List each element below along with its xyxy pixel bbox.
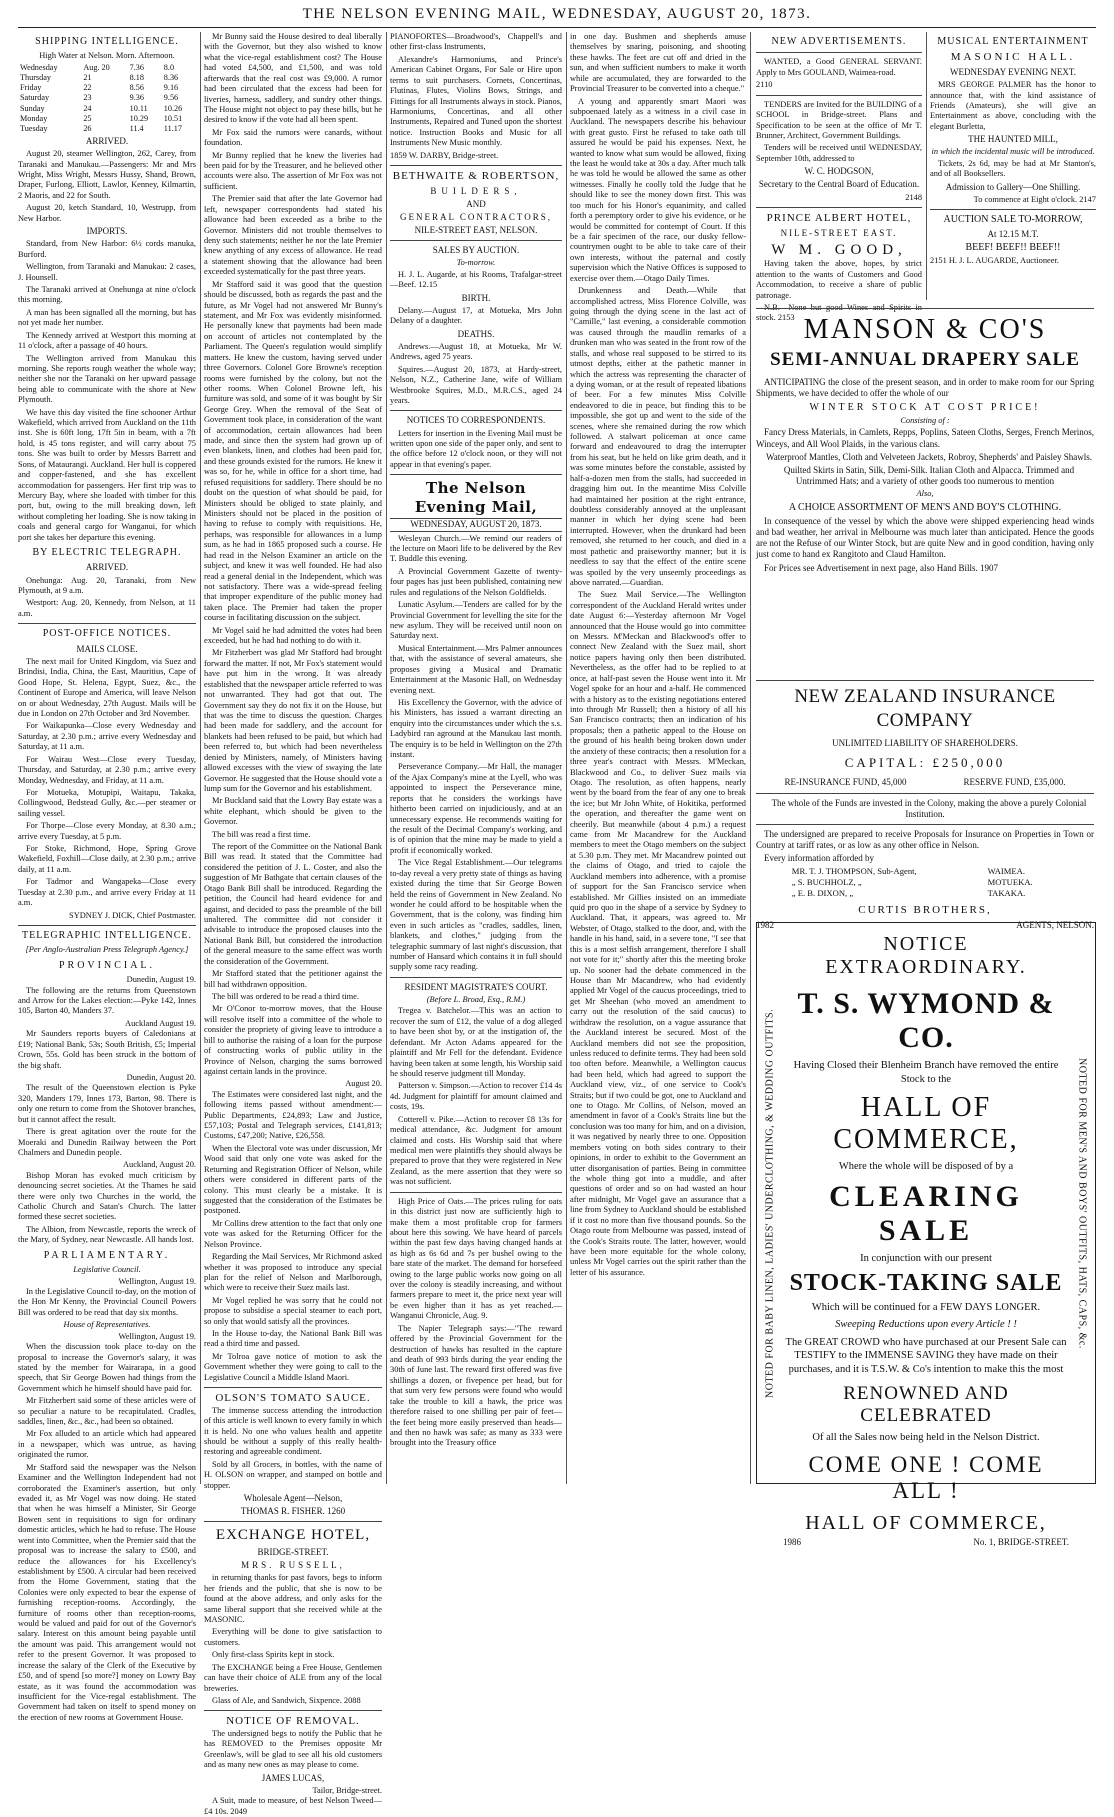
table-row: Saturday 23 9.36 9.56 bbox=[20, 93, 179, 103]
divider bbox=[756, 52, 922, 53]
tenders-name: W. C. HODGSON, bbox=[804, 166, 874, 177]
removal-trade: Tailor, Bridge-street. bbox=[312, 1785, 382, 1795]
olson-agent: Wholesale Agent—Nelson, bbox=[243, 1493, 343, 1504]
tenders-num: 2148 bbox=[905, 192, 922, 202]
wymond-ad bbox=[756, 919, 1096, 1548]
imports-text-2: Wellington, from Taranaki and Manukau: 2 cases, J. Hounsell. bbox=[18, 262, 196, 282]
shipping-title: SHIPPING INTELLIGENCE. bbox=[35, 36, 179, 47]
wymond-district: Of all the Sales now being held in the Nelson District. bbox=[812, 1431, 1040, 1443]
provincial-title: PROVINCIAL. bbox=[58, 959, 156, 971]
nz-insurance-title: NEW ZEALAND INSURANCE COMPANY bbox=[794, 686, 1056, 731]
parliament-text-1: In the Legislative Council to-day, on the motion of the Hon Mr Kenny, the Provincial Council Powers Bill was ordered to be read that day six months. bbox=[18, 1286, 196, 1317]
telegraph-title: BY ELECTRIC TELEGRAPH. bbox=[32, 547, 182, 559]
masonic-hall: MASONIC HALL. bbox=[950, 51, 1076, 64]
piano-ad-title: PIANOFORTES—Broadwood's, Chappell's and other first-class Instruments, bbox=[390, 32, 562, 52]
shipping-news-5: We have this day visited the fine schooner Arthur Wakefield, which arrived from Auckland on the 11th inst. She is 60ft long, 17ft 5in in beam, with a 7ft hold, is 45 tons register, and will carry about 75 tons. She was built to order by Messrs Barrett and Sons, of Mataurangi. Auckland. Her hull is coppered and copper-fastened, and she has excellent accommodation for passengers. Her first trip was to Mercury Bay, where she loaded with timber for this port, but, owing to the mill breaking down, left without completing her loading. She is now taking in coals and general cargo for Wanganui, for which port she takes her departure this evening. bbox=[18, 407, 196, 542]
shipping-news-1: The Taranaki arrived at Onehunga at nine o'clock this morning. bbox=[18, 284, 196, 305]
musical-title: MUSICAL ENTERTAINMENT bbox=[937, 36, 1089, 47]
table-row: Friday 22 8.56 9.16 bbox=[20, 83, 179, 93]
parliament-text-2: When the discussion took place to-day on the proposal to increase the Governor's salary, it was stated by the member for Wairarapa, in a good speech, that Sir George Bowen had things from the Government which he himself should have paid for. bbox=[18, 1342, 196, 1393]
provincial-text-6: The Albion, from Newcastle, reports the wreck of the Mary, of Sydney, near Newcastle. All hands lost. bbox=[18, 1224, 196, 1245]
dateline: Wellington, August 19. bbox=[118, 1276, 196, 1286]
nz-insurance-proposals: The undersigned are prepared to receive Proposals for Insurance on Properties in Town or Country at tariff rates, or as low as any other office in Nelson. bbox=[756, 828, 1094, 850]
masthead-rule bbox=[18, 27, 1096, 28]
manson-title: MANSON & CO'S bbox=[803, 314, 1047, 345]
musical-text: MRS GEORGE PALMER has the honor to announce that, with the kind assistance of Friends (Amateurs), she will give an Entertainment as above, concluding with the elegant Burletta, bbox=[930, 80, 1096, 131]
column-rule bbox=[566, 32, 567, 1484]
press-agency: [Per Anglo-Australian Press Telegraph Agency.] bbox=[25, 945, 189, 955]
olson-ad-text: The immense success attending the introduction of this article is well known to every family in which it is held. No one who values health and appetite should be without a supply of this really health-restoring and agreeable condiment. bbox=[204, 1405, 382, 1457]
bethwaite-and: AND bbox=[466, 198, 486, 209]
editorial-paragraph: Musical Entertainment.—Mrs Palmer announces that, with the assistance of several amateurs, she proposes giving a Musical and Dramatic Entertainment at the Masonic Hall, on Wednesday evening next. bbox=[390, 643, 562, 695]
divider bbox=[756, 207, 922, 208]
imports-label: IMPORTS. bbox=[86, 226, 128, 237]
tenders-secretary: Secretary to the Central Board of Education. bbox=[758, 179, 920, 190]
nz-insurance-capital: CAPITAL: £250,000 bbox=[844, 755, 1006, 771]
olson-ad-text-2: Sold by all Grocers, in bottles, with the name of H. OLSON on wrapper, and stamped on bottle and stopper. bbox=[204, 1459, 382, 1490]
tenders-ad-2: Tenders will be received until WEDNESDAY, September 10th, addressed to bbox=[756, 143, 922, 163]
wanted-ad: WANTED, a Good GENERAL SERVANT. Apply to Mrs GOULAND, Waimea-road. bbox=[756, 57, 922, 77]
divider bbox=[204, 1710, 382, 1711]
article-paragraph: The report of the Committee on the National Bank Bill was read. It stated that the Committee had considered the petition of J. L. Coster, and also the suggestion of Mr Bathgate that certain clauses of the Otago Bank Bill shall be introduced. Regarding the petition, the Council had heard evidence for and against, and decided to pass the preamble of the bill unaltered. The committee did not consider it advisable to introduce the proposed clauses into the National Bank Bill, but considered the introduction of the general measure to the same effect was worth the consideration of the Government. bbox=[204, 842, 382, 966]
wymond-having: Having Closed their Blenheim Branch have removed the entire Stock to the bbox=[793, 1060, 1059, 1085]
court-case: Tregea v. Batchelor.—This was an action to recover the sum of £12, the value of a dog alleged to have been shot by, or at the instigation of, the defendant. Mr Acton Adams appeared for the plaintiff and Mr Fell for the defendant. Evidence having been taken at some length, his Worship said he should reserve judgment till Monday. bbox=[390, 1006, 562, 1079]
article-paragraph: The bill was read a first time. bbox=[212, 829, 311, 839]
mails-close: MAILS CLOSE. bbox=[76, 643, 138, 654]
ad-number: 1982 bbox=[756, 919, 774, 930]
legislative-council: Legislative Council. bbox=[73, 1265, 141, 1275]
divider bbox=[390, 165, 562, 166]
dateline: Dunedin, August 19. bbox=[126, 975, 196, 985]
exchange-glass: Glass of Ale, and Sandwich, Sixpence. 2088 bbox=[212, 1696, 361, 1706]
article-paragraph: When the Electoral vote was under discussion, Mr Wood said that only one vote was asked for the Returning and Registration Officer of Nelson, while others were considered in different parts of the colony. This must clearly be a mistake. It is suggested that the consideration of the Estimates be postponed. bbox=[204, 1143, 382, 1216]
wymond-where: Where the whole will be disposed of by a bbox=[838, 1161, 1014, 1173]
telegraphic-intelligence-title: TELEGRAPHIC INTELLIGENCE. bbox=[22, 930, 192, 941]
tickets-text: Tickets, 2s 6d, may be had at Mr Stanton's, and of all Booksellers. bbox=[930, 158, 1096, 179]
arrived-text: August 20, steamer Wellington, 262, Carey, from Taranaki and Manukau.—Passengers: Mr and Mrs Wright, Miss Wright, Messrs Hussy, Shand, Brown, Draper, Furlong, Elliott, Lawlor, Kenney, Kilmartin, 2 Maoris, and 22 for South. bbox=[18, 149, 196, 200]
piano-ad-text: Alexandre's Harmoniums, and Prince's American Cabinet Organs, For Sale or Hire upon terms to suit purchasers. Cornets, Concertinas, Flutinas, Flutes, Violins Bows, Strings, and Fittings for all Instruments always in stock. Pianos, Harmoniums, Concertinas, and all other Instruments, Repaired and Tuned upon the shortest notice. Instruction Books and Music for all Instruments New Music monthly. bbox=[390, 54, 562, 148]
editorial-paragraph: The Vice Regal Establishment.—Our telegrams to-day reveal a very pretty state of things as having existed during the time that Sir George Bowen held the reins of Government in New Zealand. No wonder he could afford to be hospitable when the Government, that is the colony, was finding him even in such articles as "cradles, saddles, linen, blankets, and clothes," judging from the telegraphic summary of last night's discussion, that number of Hansard which contains it in full should supply some racy reading. bbox=[390, 858, 562, 972]
divider bbox=[756, 95, 922, 96]
wymond-conjunction: In conjunction with our present bbox=[860, 1252, 992, 1264]
shipping-news-2: A man has been signalled all the morning, but has not yet made her number. bbox=[18, 307, 196, 328]
divider bbox=[756, 824, 1094, 825]
column-rule bbox=[386, 32, 387, 1484]
article-paragraph: Mr Vogel replied he was sorry that he could not propose to subsidise a special steamer to each port, so only that would satisfy all the provinces. bbox=[204, 1295, 382, 1326]
tide-header: High Water at Nelson. Morn. Afternoon. bbox=[39, 51, 175, 61]
reserve-fund: RESERVE FUND, £35,000. bbox=[963, 777, 1066, 788]
gallery-text: Admission to Gallery—One Shilling. bbox=[945, 181, 1081, 192]
divider bbox=[930, 209, 1096, 210]
column-6 bbox=[930, 32, 1096, 300]
article-paragraph: Drunkenness and Death.—While that accomplished actress, Miss Florence Colville, was going through the dying scene in the last act of "Camille," last evening, a considerable commotion was caused through the maudlin remarks of a drunken man who was seated in the front row of the stalls, and whose real supposed to be stirred to its utmost depths, either at the pathetic manner in which the actress was representing the character of a dying woman, or at the result of repeated libations of beer. For a few minutes Miss Colville endeavored to die in peace, but finding this to be impossible, she got up and went to the side of the scenes, where she remained during the row which followed. A stalwart policeman at once came forward and endeavoured to drag the interrupter from his seat, but he held on like grim death, and it was some minutes before the constable, assisted by half-a-dozen men from the stalls, had succeeded in dragging him out. In the meantime Miss Colville had maintained her position at the right entrance, doubtless considerably annoyed at the unpleasant manner in which her dying scene had been interrupted. However, when the drunkard had been removed, she returned to her couch, and died in a most pathetic and praiseworthy manner; but it is needless to say that the effect of the entire scene was spoiled by the very unseemly proceedings as above narrated.—Guardian. bbox=[570, 286, 746, 587]
column-2 bbox=[204, 32, 382, 1816]
good-title: W M. GOOD, bbox=[771, 241, 907, 258]
table-row: Thursday 21 8.18 8.36 bbox=[20, 72, 179, 82]
post-line: For Wairau West—Close every Tuesday, Thursday, and Saturday, at 2.30 p.m.; arrive every Monday, Wednesday, and Friday, at 11 a.m. bbox=[18, 754, 196, 785]
article-paragraph: The Premier said that after the late Governor had left, newspaper correspondents had stated his allowance had been exceeded as a bribe to the Governor. Ministers did not trouble themselves to deny such statements; neither he nor the late Premier knew anything of any excess of allowance. He read a statement showing that the allowance had been exceeded systematically for the past three years. bbox=[204, 194, 382, 277]
manson-text: In consequence of the vessel by which the above were shipped experiencing head winds and bad weather, her arrival in Melbourne was much later than anticipated. Hence the goods are not the Refuse of our Winter Stock, but are quite New and in good condition, having only just come to hand ex Rangitoto and Claud Hamilton. bbox=[756, 515, 1094, 560]
musical-when: WEDNESDAY EVENING NEXT. bbox=[950, 67, 1076, 78]
shipping-news-4: The Wellington arrived from Manukau this morning. She reports rough weather the whole way; neither she nor the Taranaki on her upward passage being able to communicate with the shore at New Plymouth. bbox=[18, 353, 196, 405]
provincial-text-3: The result of the Queenstown election is Pyke 320, Manders 179, Innes 173, Barton, 98. There is only one return to come from the Shotover branches, but it cannot affect the result. bbox=[18, 1083, 196, 1124]
manson-text: Waterproof Mantles, Cloth and Velveteen Jackets, Robroy, Shepherds' and Paisley Shawls. bbox=[765, 451, 1093, 462]
manson-text: Fancy Dress Materials, in Camlets, Repps, Poplins, Sateen Cloths, Serges, French Merinos, Winceys, and All Wool Plaids, in the various clans. bbox=[756, 427, 1094, 449]
nz-insurance-funds-row bbox=[756, 777, 1094, 788]
provincial-text-5: Bishop Moran has evoked much criticism by denouncing secret societies. At the Thames he said there were only two Churches in the world, the Catholic Church and Satan's Church. The latter formed these secret societies. bbox=[18, 1170, 196, 1222]
court-title: RESIDENT MAGISTRATE'S COURT. bbox=[404, 981, 548, 992]
birth-title: BIRTH. bbox=[461, 292, 491, 303]
manson-prices: For Prices see Advertisement in next page, also Hand Bills. 1907 bbox=[764, 562, 998, 573]
editorial-paragraph: Wesleyan Church.—We remind our readers of the lecture on Maori life to be delivered by the Rev T. Buddle this evening. bbox=[390, 533, 562, 564]
auction-sig: 2151 H. J. L. AUGARDE, Auctioneer. bbox=[930, 256, 1059, 266]
wymond-content bbox=[783, 923, 1069, 1548]
clearing-sale: CLEARING SALE bbox=[829, 1179, 1023, 1247]
divider bbox=[390, 410, 562, 411]
divider bbox=[390, 977, 562, 978]
shipping-news-3: The Kennedy arrived at Westport this morning at 11 o'clock, after a passage of 40 hours. bbox=[18, 330, 196, 351]
tide-table bbox=[18, 63, 196, 134]
article-paragraph: Mr Stafford stated that the petitioner against the bill had withdrawn opposition. bbox=[204, 969, 382, 989]
article-paragraph: Mr Stafford said it was good that the question should be discussed, both as regards the past and the future, as Mr Vogel had not answered Mr Bunny's statement, and Mr Fox was evidently misinformed. He personally knew that payments had been made on account of articles not contemplated by the Parliament. The Queen's regulation would simplify matters. He knew the custom, having served under three Governors. Colonel Gore Browne's reception rooms were furnished by the colony, but not the other rooms. When Colonel Browne left, his furniture was sold, and some of it was bought by Sir George Grey. When the removal of the Seat of Government took place, in consideration of the want of accommodation, certain allowances had been made, and since then the system had grown up of even blankets, linen, and clothes had been paid for, and these grounds existed for the rumors. He knew it was so, for he, while in office for a short time, had refused requisitions for saddlery. There should be no doubt on the question of what should be paid, for Ministers should be obliged to state plainly, and Ministers should not be placed in the position of having to refuse to comply with requisitions. He, perhaps, was responsible for allowances in a lump sum, as he had in 1865 proposed such a course. He had read in the Nelson Examiner an article on the subject, and knew it was well founded. He had also read a general denial in the Independent, which was not satisfactory. There was a wide-spread feeling that improper expenditure of the public money had taken place. The Premier had taken the proper course in facilitating discussion on the subject. bbox=[204, 279, 382, 623]
post-text: The next mail for United Kingdom, via Suez and Brindisi, India, China, the East, Mauritius, Cape of Good Hope, St. Helena, Egypt, Suez, &c., the Continent of Europe and America, will leave Nelson on or about Wednesday, 27th August. Mails will be due in London on 27th October and 3rd November. bbox=[18, 656, 196, 718]
article-paragraph: Mr Tolroa gave notice of motion to ask the Government whether they were going to call to the Legislative Council a Middle Island Maori. bbox=[204, 1351, 382, 1382]
stock-taking-sale: STOCK-TAKING SALE bbox=[789, 1269, 1063, 1296]
good-nb: N.B.—None but good Wines and Spirits in stock. 2153 bbox=[756, 302, 922, 323]
side-text-left: NOTED FOR BABY LINEN, LADIES' UNDERCLOTHING, & WEDDING OUTFITS. bbox=[764, 1008, 776, 1398]
wymond-footer bbox=[783, 1537, 1069, 1547]
bethwaite-title: BETHWAITE & ROBERTSON, bbox=[392, 170, 560, 183]
haunted-mill-text: in which the incidental music will be introduced. bbox=[931, 147, 1095, 157]
telegraph-text-2: Westport: Aug. 20, Kennedy, from Nelson, at 11 a.m. bbox=[18, 598, 196, 618]
article-paragraph: In the House to-day, the National Bank Bill was read a third time and passed. bbox=[204, 1329, 382, 1349]
divider bbox=[390, 1192, 562, 1193]
sales-title: SALES BY AUCTION. bbox=[432, 245, 520, 256]
manson-clothing: A CHOICE ASSORTMENT OF MEN'S AND BOY'S CLOTHING. bbox=[788, 501, 1062, 513]
manson-subtitle: SEMI-ANNUAL DRAPERY SALE bbox=[770, 348, 1080, 370]
birth-text: Delany.—August 17, at Motueka, Mrs John Delany of a daughter. bbox=[390, 305, 562, 326]
removal-suit: A Suit, made to measure, of best Nelson Tweed—£4 10s. 2049 bbox=[204, 1796, 382, 1816]
article-paragraph: The Estimates were considered last night, and the following items passed without amendment:—Public Departments, £24,893; Law and Justice, £57,103; Postal and Telegraph services, £141,813; Customs, £47,200; Native, £26,558. bbox=[204, 1089, 382, 1141]
commence-text: To commence at Eight o'clock. 2147 bbox=[973, 194, 1096, 204]
column-5 bbox=[756, 32, 922, 323]
auction-beef: BEEF! BEEF!! BEEF!! bbox=[965, 241, 1061, 253]
post-office-title: POST-OFFICE NOTICES. bbox=[42, 628, 172, 640]
exchange-text-2: Everything will be done to give satisfaction to customers. bbox=[204, 1627, 382, 1647]
wymond-sweeping: Sweeping Reductions upon every Article ! ! bbox=[835, 1319, 1017, 1331]
manson-consisting: Consisting of : bbox=[900, 415, 950, 425]
nz-insurance-funds: The whole of the Funds are invested in the Colony, making the above a purely Colonial Institution. bbox=[771, 797, 1087, 819]
olson-ad-title: OLSON'S TOMATO SAUCE. bbox=[215, 1392, 371, 1405]
olson-fisher: THOMAS R. FISHER. 1260 bbox=[240, 1506, 346, 1517]
house-of-representatives: House of Representatives. bbox=[63, 1320, 151, 1330]
court-before: (Before L. Broad, Esq., R.M.) bbox=[426, 995, 526, 1005]
dateline: August 20. bbox=[345, 1079, 382, 1089]
parliament-title: PARLIAMENTARY. bbox=[43, 1249, 171, 1261]
article-paragraph: Mr Buckland said that the Lowry Bay estate was a white elephant, which should be given to the Governor. bbox=[204, 796, 382, 827]
wymond-continued: Which will be continued for a FEW DAYS LONGER. bbox=[811, 1301, 1041, 1313]
post-line: For Motueka, Motupipi, Waitapu, Takaka, Collingwood, Bedstead Gully, &c.—per steamer or sailing vessel. bbox=[18, 787, 196, 818]
table-row: „ S. BUCHHOLZ, „ MOTUEKA. bbox=[791, 876, 1033, 887]
arrived-text-2: August 20, ketch Standard, 10, Westrupp, from New Harbor. bbox=[18, 203, 196, 223]
editorial-paragraph: Perseverance Company.—Mr Hall, the manager of the Ajax Company's mine at the Lyell, who was appointed to inspect the Perseverance mine, reports that he considers the workings have hitherto been carried on injudiciously, and at an unnecessary expense. He recommends waiting for the result of the Decimal Company's working, and is of opinion that the mine may be made to yield a profit if economically worked. bbox=[390, 762, 562, 855]
oats-paragraph: High Price of Oats.—The prices ruling for oats in this district just now are sufficiently high to make them a most profitable crop for farmers about here this sowing. We have heard of parcels within the past few days having changed hands at as high as 6s 6d and 7s per bushel owing to the bare state of the market. The demand for horsefeed owing to the large public works now going on all over the colony is steadily increasing, and without farmers prepare to meet it, the price next year will be even higher than it has as yet reached.—Wanganui Chronicle, Aug. 9. bbox=[390, 1196, 562, 1321]
ad-number: 1986 bbox=[783, 1537, 801, 1548]
column-rule bbox=[750, 32, 751, 1484]
wymond-address: No. 1, BRIDGE-STREET. bbox=[973, 1537, 1069, 1548]
hall-of-commerce-2: HALL OF COMMERCE, bbox=[805, 1512, 1047, 1535]
telegraph-arrived: ARRIVED. bbox=[85, 562, 129, 573]
parliament-text-4: Mr Fox alluded to an article which had appeared in a newspaper, which was untrue, as having originated the rumor. bbox=[18, 1429, 196, 1460]
curtis-brothers: CURTIS BROTHERS, bbox=[858, 904, 992, 917]
table-row: Monday 25 10.29 10.51 bbox=[20, 113, 183, 123]
column-rule bbox=[200, 32, 201, 1484]
article-paragraph: Mr Fox said the rumors were canards, without foundation. bbox=[204, 127, 382, 148]
post-line: For Waikapunka—Close every Wednesday and Saturday, at 2.30 p.m.; arrive every Wednesday and Saturday, at 11 a.m. bbox=[18, 721, 196, 752]
divider bbox=[204, 1521, 382, 1522]
imports-text: Standard, from New Harbor: 6½ cords manuka, Burford. bbox=[18, 239, 196, 259]
article-paragraph: Mr Bunny replied that he knew the liveries had been paid for by the Treasurer, and he believed other accounts were also. The assertion of Mr Fox was not sufficient. bbox=[204, 150, 382, 191]
prince-albert-title: PRINCE ALBERT HOTEL, bbox=[766, 211, 912, 224]
dateline: Wellington, August 19. bbox=[118, 1331, 196, 1341]
provincial-text-1: The following are the returns from Queenstown and Arrow for the Lakes election:—Pyke 142, Innes 105, Barton 40, Manders 37. bbox=[18, 985, 196, 1016]
come-one-come-all: COME ONE ! COME ALL ! bbox=[808, 1452, 1044, 1504]
masthead: THE NELSON EVENING MAIL, WEDNESDAY, AUGUST 20, 1873. bbox=[302, 6, 812, 22]
tenders-ad: TENDERS are Invited for the BUILDING of a SCHOOL in Bridge-street. Plans and Specification to be seen at the office of Mr T. Brunner, Architect, Government Buildings. bbox=[756, 99, 922, 140]
renowned-celebrated: RENOWNED AND CELEBRATED bbox=[843, 1382, 1009, 1426]
divider bbox=[756, 793, 1094, 794]
telegraph-text: Onehunga: Aug. 20, Taranaki, from New Plymouth, at 9 a.m. bbox=[18, 575, 196, 596]
provincial-text-4: There is great agitation over the route for the Moeraki and Dunedin Railway between the Port Chalmers and Dunedin people. bbox=[18, 1127, 196, 1157]
exchange-mrs: MRS. RUSSELL, bbox=[241, 1560, 345, 1571]
divider bbox=[390, 240, 562, 241]
parliament-text-5: Mr Stafford said the newspaper was the Nelson Examiner and the Wellington Independent had not corroborated the Examiner's assertion, but only evaded it, as Mr Vogel was now doing. He stated that when he was himself a Minister, Sir George Bowen sent in requisitions to sign for ordinary domestic articles, which he had to refuse. The House went into Committee, when the Premier said that the proposal was to increase the salary to £500, and reduce the allowances for his Excellency's establishment by £500. A circular had been received from the Home Government, stating that the Colonies were only expected to bear the expense of furnishing reception-rooms. Accordingly, the furniture of rooms other than reception-rooms, would be valued and paid for out of the Governor's salary. Interest on this amount being payable until the amount was paid. This arrangement would not refer to the present Governor. It was proposed to increase the salary of the Clerk of the Executive by £50, and of spend [so more?] money on Lowry Bay estate, as it was found the accommodation was insufficient for the Vice-regal establishment. The Government had taken on itself to spend money on the erection of new rooms at Government House. bbox=[18, 1462, 196, 1722]
nz-insurance-ad bbox=[756, 676, 1094, 930]
table-row: Sunday 24 10.11 10.26 bbox=[20, 103, 183, 113]
article-paragraph: Mr Fitzherbert was glad Mr Stafford had brought forward the matter. If not, Mr Fox's statement would have put him in the wrong. It was already established that the newspaper article referred to was not unwarranted. They had got that out. The Government say they do not fix it on the House, but that was the time to discuss the question. Charges had been made for saddlery, and the account for blankets had been refused to be paid, but which had been referred to, but which had been nevertheless denied by Ministers, namely, of Ministers having allowed excesses with the view of swaying the late Governor. He suggested that the House should vote a lump sum for the Governor and his establishment. bbox=[204, 648, 382, 793]
article-paragraph: Mr Collins drew attention to the fact that only one vote was asked for the Returning Officer for the Nelson Province. bbox=[204, 1218, 382, 1249]
reinsurance-fund: RE-INSURANCE FUND, 45,000 bbox=[784, 777, 907, 788]
divider bbox=[18, 623, 196, 624]
manson-text: Quilted Skirts in Satin, Silk, Demi-Silk. Italian Cloth and Alpacca. Trimmed and Untrimmed Hats; and a variety of other goods too numerous to mention bbox=[783, 464, 1075, 487]
sales-text: H. J. L. Augarde, at his Rooms, Trafalgar-street—Beef. 12.15 bbox=[390, 269, 562, 290]
dateline: Dunedin, August 20. bbox=[126, 1073, 196, 1082]
editorial-paragraph: A Provincial Government Gazette of twenty-four pages has just been published, containing new rules and regulations of the Nelson Goldfields. bbox=[390, 566, 562, 597]
manson-text: ANTICIPATING the close of the present season, and in order to make room for our Spring Shipments, we have decided to offer the whole of our bbox=[756, 377, 1094, 399]
deaths-title: DEATHS. bbox=[457, 328, 495, 339]
paper-date: WEDNESDAY, AUGUST 20, 1873. bbox=[390, 518, 562, 531]
side-text-right: NOTED FOR MEN'S AND BOYS' OUTFITS, HATS, CAPS, &c. bbox=[1076, 1057, 1088, 1349]
bethwaite-street: NILE-STREET EAST, NELSON. bbox=[414, 225, 538, 236]
article-paragraph: Mr Bunny said the House desired to deal liberally with the Governor, but they also wished to know what the vice-regal establishment cost? The House had voted £4,500, and £1,500, and was told afterwards that the real cost was £9,000. A rumor had been circulated that the excess had been for liveries, harness, saddlery, and sundry other things. The House might not object to pay these bills, but he desired to know if the vote had all been spent. bbox=[204, 32, 382, 125]
bethwaite-builders: BUILDERS, bbox=[430, 185, 522, 196]
article-paragraph: Regarding the Mail Services, Mr Richmond asked whether it was proposed to introduce any special plan for the relief of Nelson and Marlborough, which were to receive their Suez mails last. bbox=[204, 1252, 382, 1293]
bethwaite-general: GENERAL CONTRACTORS, bbox=[399, 212, 552, 222]
divider bbox=[390, 474, 562, 475]
hall-of-commerce: HALL OF COMMERCE, bbox=[833, 1092, 1019, 1156]
column-3 bbox=[390, 32, 562, 1484]
column-4 bbox=[570, 32, 746, 1484]
post-line: For Stoke, Richmond, Hope, Spring Grove Wakefield, Foxhill—Close daily, at 2.30 p.m.; arrive daily, at 11 a.m. bbox=[18, 844, 196, 874]
article-paragraph: A young and apparently smart Maori was subpoenaed lately as a witness in a civil case in Auckland. The newspapers describe his behaviour with great gusto. First he refused to take oath till assured he would be paid his expenses. Next, he wanted to know what sum would be allowed, fixing the least he would take at 30s a day. After much talk he was told he would be allowed the same as other witnesses. Finally he coolly told the Judge that he should like to see the money down first. This was too much for his Honor's equanimity, and called forth a peremptory order to give his evidence, or he would be committed for contempt of Court. If this be a fair specimen of the race, our dusky fellow-countrymen ought to be able to take care of their own interests, without the paternal and costly supervision which the Native Offices is supposed to exercise over them.—Otago Daily Times. bbox=[570, 96, 746, 283]
wymond-name: T. S. WYMOND & CO. bbox=[797, 987, 1055, 1054]
court-case: Cotterell v. Pike.—Action to recover £8 13s for medical attendance, &c. Judgment for amount claimed and costs. His Worship said that where medical men were plaintiffs they should always be prepared to prove that they were registered in New Zealand, as the mere assertion that they were so was not sufficient. bbox=[390, 1114, 562, 1187]
postmaster: SYDNEY J. DICK, Chief Postmaster. bbox=[69, 910, 196, 920]
arrived-label: ARRIVED. bbox=[85, 136, 129, 147]
paper-title: The Nelson Evening Mail, bbox=[414, 479, 538, 516]
divider bbox=[18, 925, 196, 926]
agents-table bbox=[790, 866, 1060, 898]
agents-nelson: AGENTS, NELSON. bbox=[1016, 919, 1094, 930]
prince-albert-street: NILE-STREET EAST. bbox=[780, 227, 898, 238]
exchange-street: BRIDGE-STREET. bbox=[257, 1547, 329, 1558]
nz-insurance-liability: UNLIMITED LIABILITY OF SHAREHOLDERS. bbox=[832, 738, 1018, 749]
exchange-text: in returning thanks for past favors, begs to inform her friends and the public, that she is now to be found at the above address, and only asks for the same liberal support that she received while at the MASONIC. bbox=[204, 1573, 382, 1625]
article-paragraph: Mr O'Conor to-morrow moves, that the House will resolve itself into a committee of the whole to consider the propriety of giving leave to introduce a bill to authorise the raising of a loan for the purpose of constructing works of public utility in the Province of Nelson, charging the sums borrowed against certain lands in the province. bbox=[204, 1004, 382, 1076]
divider bbox=[756, 308, 1094, 309]
auction-title: AUCTION SALE TO-MORROW, bbox=[943, 214, 1083, 226]
haunted-mill: THE HAUNTED MILL, bbox=[968, 134, 1058, 145]
deaths-text: Andrews.—August 18, at Motueka, Mr W. Andrews, aged 75 years. bbox=[390, 341, 562, 362]
removal-title: NOTICE OF REMOVAL. bbox=[226, 1715, 360, 1728]
manson-also: Also, bbox=[916, 489, 934, 499]
divider bbox=[204, 1387, 382, 1388]
parliament-text-3: Mr Fitzherbert said some of these articles were of so peculiar a nature to be recapitulated. Cradles, saddles, linen, &c., &c., had been so obtained. bbox=[18, 1396, 196, 1427]
good-text: Having taken the above, hopes, by strict attention to the wants of Customers and Good Accommodation, to receive a share of public patronage. bbox=[756, 259, 922, 300]
notices-title: NOTICES TO CORRESPONDENTS. bbox=[406, 415, 546, 426]
provincial-text-2: Mr Saunders reports buyers of Caledonians at £19; National Bank, 53s; South British, £5; Imperial Crown, 55s. Gold has been struck in the bottom of the big shaft. bbox=[18, 1029, 196, 1070]
manson-winter-stock: WINTER STOCK AT COST PRICE! bbox=[809, 401, 1041, 413]
editorial-paragraph: His Excellency the Governor, with the advice of his Ministers, has issued a warrant directing an enquiry into the circumstances under which the s.s. Ladybird ran aground at the Manukau last month. The enquiry is to be held in Wellington on the 27th instant. bbox=[390, 697, 562, 760]
new-ads-title: NEW ADVERTISEMENTS. bbox=[771, 36, 907, 47]
wymond-crowd: The GREAT CROWD who have purchased at our Present Sale can TESTIFY to the IMMENSE SAVING they have made on their purchases, and it is T.S.W. & Co's intention to make this the most bbox=[785, 1336, 1067, 1376]
wanted-num: 2110 bbox=[756, 80, 773, 90]
dateline: Auckland August 19. bbox=[125, 1018, 196, 1028]
article-paragraph: in one day. Bushmen and shepherds amuse themselves by snaring, poisoning, and shooting these hawks. The feet are cut off and dried in the sun, and when sufficient numbers to make it worth while are accumulated, they are forwarded to the Provincial Treasurer to be converted into a cheque." bbox=[570, 32, 746, 94]
removal-name: JAMES LUCAS, bbox=[261, 1772, 325, 1783]
column-1 bbox=[18, 32, 196, 1722]
table-row: MR. T. J. THOMPSON, Sub-Agent, WAIMEA. bbox=[791, 866, 1026, 877]
divider bbox=[756, 680, 1094, 681]
deaths-text-2: Squires.—August 20, 1873, at Hardy-street, Nelson, N.Z., Catherine Jane, wife of William Westbrooke Squires, M.D., M.R.C.S., aged 24 years. bbox=[390, 364, 562, 405]
article-paragraph: Mr Vogel said he had admitted the votes had been exceeded, but he had had nothing to do with it. bbox=[204, 625, 382, 646]
nz-insurance-every: Every information afforded by bbox=[764, 853, 875, 864]
table-row: Wednesday Aug. 20 7.36 8.0 bbox=[20, 62, 175, 72]
post-line: For Tadmor and Wangapeka—Close every Tuesday at 2.30 p.m., and arrive every Friday at 11 a.m. bbox=[18, 877, 196, 908]
piano-ad-sig: 1859 W. DARBY, Bridge-street. bbox=[390, 150, 499, 160]
manson-ad bbox=[756, 304, 1094, 672]
exchange-text-3: Only first-class Spirits kept in stock. bbox=[212, 1650, 335, 1660]
post-line: For Thorpe—Close every Monday, at 8.30 a.m.; arrive every Tuesday, at 5 p.m. bbox=[18, 821, 196, 841]
auction-at: At 12.15 M.T. bbox=[987, 228, 1039, 239]
removal-text: The undersigned begs to notify the Public that he has REMOVED to the Premises opposite Mr Greenlaw's, will be glad to see all his old customers and as many new ones as may please to come. bbox=[204, 1729, 382, 1770]
editorial-paragraph: Lunatic Asylum.—Tenders are called for by the Provincial Government for levelling the site for the new asylum. They will be received until noon on Saturday next. bbox=[390, 600, 562, 641]
table-row: Tuesday 26 11.4 11.17 bbox=[20, 123, 182, 133]
napier-paragraph: The Napier Telegraph says:—"The reward offered by the Provincial Government for the destruction of hawks has resulted in the capture and death of 993 birds during the year ending the 30th of June last. The reward first offered was five shillings a dozen, or fivepence per head, but for that sum very few persons were found who would take the trouble to kill a hawk, the price was therefore raised to one shilling per pair of feet—the feet being more easily preserved than heads—and then no hawk was safe; as many as 333 were brought into the Treasury office bbox=[390, 1323, 562, 1448]
article-paragraph: The Suez Mail Service.—The Wellington correspondent of the Auckland Herald writes under date August 6:—Yesterday afternoon Mr Vogel announced that the House would go into committee on Messrs. M'Meckan and Blackwood's offer to connect New Zealand with the Suez mail, short notice papers having only then been distributed. Nevertheless, as the offer had to be replied to at once, at half-past seven the House went into it. Mr Vogel spoke for an hour and a-half. He commenced with a history as to the existing negotiations entered into through Mr Russell; then a history of all his San Francisco contracts; then an indication of his proposals; then a pathetic appeal to the House on the ground of his health being broken down under the anxiety of these contracts; then a resolution for a three year's contract with Messrs. M'Meckan, Blackwood and Co., to deliver Suez mails via Otago. The resolution, as often happens, nearly went by the board from the fear of any one to break the ice; but Mr John White, of Hokitika, performed the operation, and thereafter the game went on cheerily. But meanwhile (about 4 p.m.) a request came from Mr Macandrew for the Auckland members to meet the Otago members on the subject at 5.30 p.m. They met. Mr Macandrew pointed out the claims of Otago, and tried to cajole the Auckland members into adherence, with a promise of support for the San Francisco service when established. Mr Gillies insisted on an immediate quid pro quo in the shape of a service by Sydney to Auckland. That, it appears, was agreed to. Mr Webster, of Otago, stalked to the door, and, with the handle in his hand, said, in a severe tone, "I see that this is a most selfish arrangement, therefore I shall not vote for it;" shortly after this the meeting broke up. No sooner had the debate commenced in the House than Mr Macandrew, who had evidently applied Mr Vogel of the caucus proceedings, tried to get Mr Sheehan (who moved an amendment to carry out the resolution of the said caucus) to withdraw the resolution, on a vague assurance that the Auckland interest be secured. Most of the Auckland members did not see the proposition, unless reduced to definite terms. They had been sold too often before. Meanwhile, a Wellington caucus had been held, which had agreed to support the Auckland view, viz., of one service to Cook's Straits; but if two could be got, one to Auckland and one to Otago. Mr Collins, of Nelson, moved an amendment in favor of a Cook's Straits line but the conclusion was too many for him, and on a division, it was negatived by nearly three to one. Opposition members voting on both sides contrary to their opinions, in order to exhibit to the Government an utter disorganisation of parties. Being in committee the whole thing got into a muddle, and after questions of order and so on had wasted an hour after midnight, Mr Vogel gave an assurance that a line from Sydney to Auckland should be established if it cost no more than five thousand pounds. So the Otago route from Melbourne was passed, instead of the Cook's Straits route. The latter, however, would have been more equitable for the whole colony, unless Mr Vogel carries out the spirit rather than the letter of his assurance. bbox=[570, 590, 746, 1277]
article-paragraph: The bill was ordered to be read a third time. bbox=[212, 991, 359, 1001]
table-row: „ E. B. DIXON, „ TAKAKA. bbox=[791, 887, 1026, 898]
notices-text: Letters for insertion in the Evening Mail must be written upon one side of the paper only, and sent to the office before 12 o'clock noon, or they will not appear in that evening's paper. bbox=[390, 428, 562, 469]
exchange-hotel-title: EXCHANGE HOTEL, bbox=[215, 1527, 371, 1544]
notice-extraordinary: NOTICE EXTRAORDINARY. bbox=[825, 933, 1027, 978]
exchange-text-4: The EXCHANGE being a Free House, Gentlemen can have their choice of ALE from any of the local breweries. bbox=[204, 1662, 382, 1693]
sales-tomorrow: To-morrow. bbox=[456, 258, 496, 268]
column-rule bbox=[926, 32, 927, 300]
court-case: Patterson v. Simpson.—Action to recover £14 4s 4d. Judgment for plaintiff for amount claimed and costs, 19s. bbox=[390, 1081, 562, 1112]
dateline: Auckland, August 20. bbox=[122, 1160, 196, 1170]
